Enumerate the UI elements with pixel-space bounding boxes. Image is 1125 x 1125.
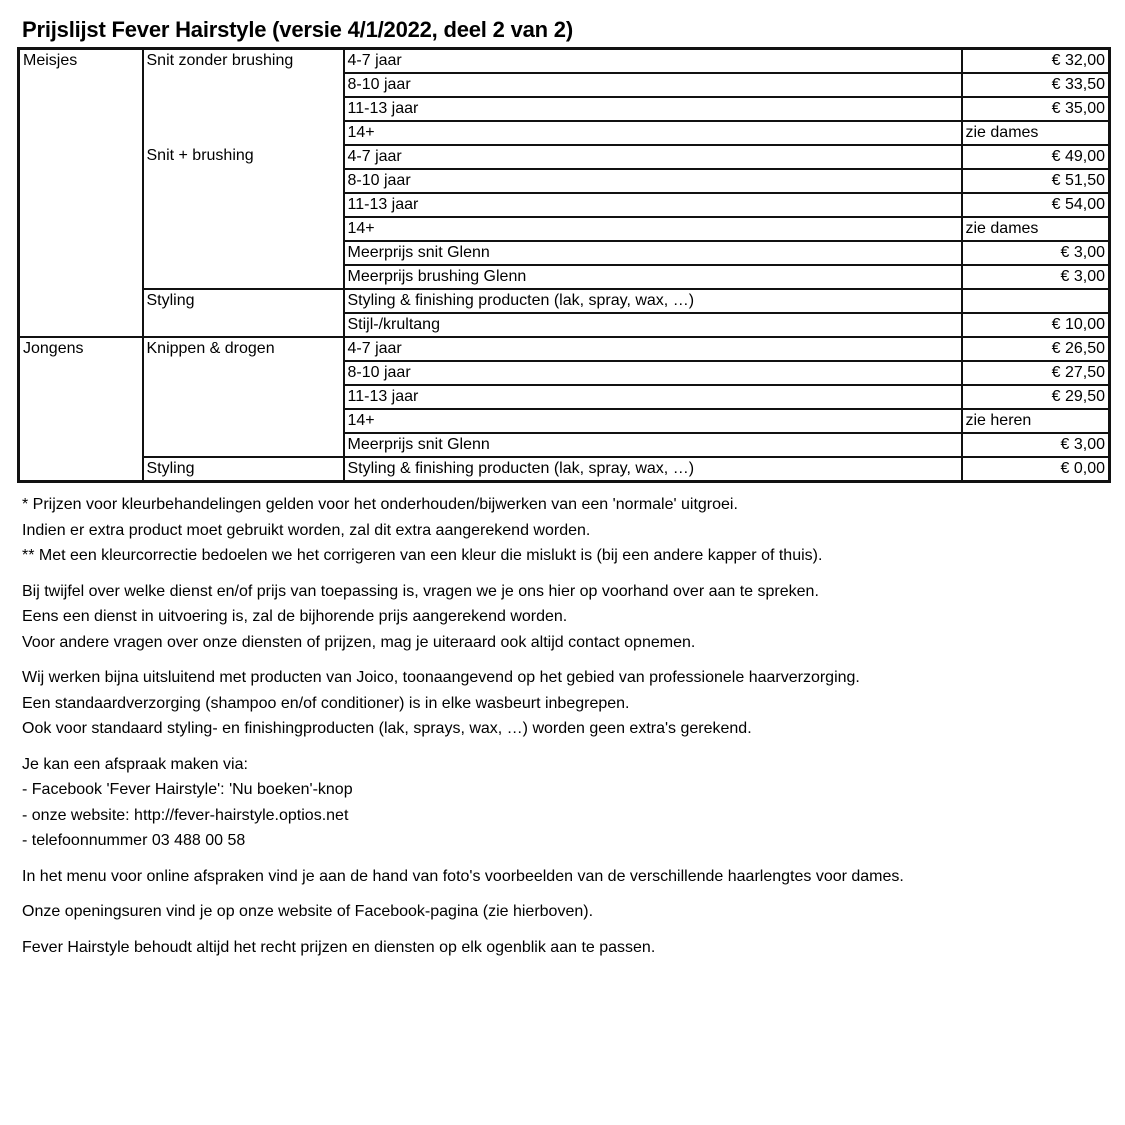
price-cell: € 27,50: [962, 361, 1110, 385]
note-line: Ook voor standaard styling- en finishingproducten (lak, sprays, wax, …) worden geen extra's gerekend.: [22, 720, 752, 737]
table-row: [19, 457, 1110, 482]
group-cell-knippen-drogen: Knippen & drogen: [143, 337, 344, 457]
price-cell: € 26,50: [962, 337, 1110, 361]
note-line: In het menu voor online afspraken vind je aan de hand van foto's voorbeelden van de verschillende haarlengtes voor dames.: [22, 867, 904, 885]
description-cell: Stijl-/krultang: [344, 313, 962, 337]
note-line: Indien er extra product moet gebruikt worden, zal dit extra aangerekend worden.: [22, 521, 591, 539]
booking-facebook: - Facebook 'Fever Hairstyle': 'Nu boeken'-knop: [22, 781, 353, 798]
price-cell: € 54,00: [962, 193, 1110, 217]
price-cell: zie dames: [962, 217, 1110, 241]
price-cell: € 51,50: [962, 169, 1110, 193]
note-line: Onze openingsuren vind je op onze website of Facebook-pagina (zie hierboven).: [22, 903, 594, 920]
description-cell: Meerprijs snit Glenn: [344, 241, 962, 265]
price-cell: € 29,50: [962, 385, 1110, 409]
price-cell: zie heren: [962, 409, 1110, 433]
description-cell: 8-10 jaar: [344, 361, 962, 385]
table-row: [19, 145, 1110, 169]
price-cell: € 32,00: [962, 49, 1110, 74]
note-paragraph-doubt: [22, 579, 1102, 656]
category-cell-jongens: Jongens: [19, 337, 143, 482]
category-cell-meisjes: Meisjes: [19, 49, 143, 338]
price-cell: € 0,00: [1060, 460, 1105, 477]
note-paragraph-hours: [22, 899, 1102, 925]
booking-phone: - telefoonnummer 03 488 00 58: [22, 832, 246, 849]
price-cell: € 33,50: [962, 73, 1110, 97]
booking-website-link[interactable]: - onze website: http://fever-hairstyle.optios.net: [22, 806, 349, 824]
description-cell: 11-13 jaar: [344, 97, 962, 121]
description-cell: 14+: [344, 409, 962, 433]
description-cell: 8-10 jaar: [344, 73, 962, 97]
description-cell: Meerprijs brushing Glenn: [344, 265, 962, 289]
note-line: Voor andere vragen over onze diensten of prijzen, mag je uiteraard ook altijd contact opnemen.: [22, 633, 696, 651]
price-cell: € 10,00: [962, 313, 1110, 337]
price-table: [17, 47, 1111, 483]
note-line: Eens een dienst in uitvoering is, zal de bijhorende prijs aangerekend worden.: [22, 608, 568, 625]
note-line: Wij werken bijna uitsluitend met producten van Joico, toonaangevend op het gebied van professionele haarverzorging.: [22, 669, 860, 686]
description-cell: 8-10 jaar: [344, 169, 962, 193]
note-line: Fever Hairstyle behoudt altijd het recht prijzen en diensten op elk ogenblik aan te passen.: [22, 938, 656, 956]
group-cell-snit-zonder-brushing: Snit zonder brushing: [143, 49, 344, 146]
note-paragraph-menu: [22, 864, 1102, 890]
note-line: ** Met een kleurcorrectie bedoelen we het corrigeren van een kleur die mislukt is (bij een andere kapper of thuis).: [22, 547, 823, 564]
note-paragraph-rights: [22, 935, 1102, 961]
note-paragraph-booking: [22, 752, 1102, 854]
description-cell: Styling & finishing producten (lak, spray, wax, …): [344, 457, 962, 482]
price-cell: € 35,00: [962, 97, 1110, 121]
description-cell: 4-7 jaar: [344, 49, 962, 74]
table-row: [19, 289, 1110, 313]
price-cell: zie dames: [962, 121, 1110, 145]
price-cell: € 3,00: [962, 433, 1110, 457]
description-cell: 14+: [344, 121, 962, 145]
description-cell: Meerprijs snit Glenn: [344, 433, 962, 457]
description-cell: 14+: [344, 217, 962, 241]
table-row: [19, 337, 1110, 361]
table-row: [19, 49, 1110, 74]
description-cell: 4-7 jaar: [344, 145, 962, 169]
page-title: Prijslijst Fever Hairstyle (versie 4/1/2022, deel 2 van 2): [22, 17, 573, 42]
note-line: Je kan een afspraak maken via:: [22, 755, 248, 773]
note-line: * Prijzen voor kleurbehandelingen gelden voor het onderhouden/bijwerken van een 'normale' uitgroei.: [22, 496, 738, 513]
group-cell-snit-brushing: Snit + brushing: [143, 145, 344, 289]
group-cell-styling: Styling: [143, 457, 344, 482]
notes-section: [22, 492, 1102, 970]
price-cell: € 3,00: [962, 241, 1110, 265]
note-line: Bij twijfel over welke dienst en/of prijs van toepassing is, vragen we je ons hier op voorhand over aan te spreken.: [22, 582, 819, 600]
description-cell: 11-13 jaar: [344, 193, 962, 217]
group-cell-styling: Styling: [143, 289, 344, 337]
price-cell: € 49,00: [962, 145, 1110, 169]
description-cell: Styling & finishing producten (lak, spray, wax, …): [344, 289, 962, 313]
note-paragraph-color: [22, 492, 1102, 569]
note-paragraph-products: [22, 665, 1102, 742]
note-line: Een standaardverzorging (shampoo en/of conditioner) is in elke wasbeurt inbegrepen.: [22, 694, 630, 712]
price-cell: [962, 289, 1110, 313]
description-cell: 4-7 jaar: [344, 337, 962, 361]
price-cell: € 3,00: [962, 265, 1110, 289]
description-cell: 11-13 jaar: [344, 385, 962, 409]
